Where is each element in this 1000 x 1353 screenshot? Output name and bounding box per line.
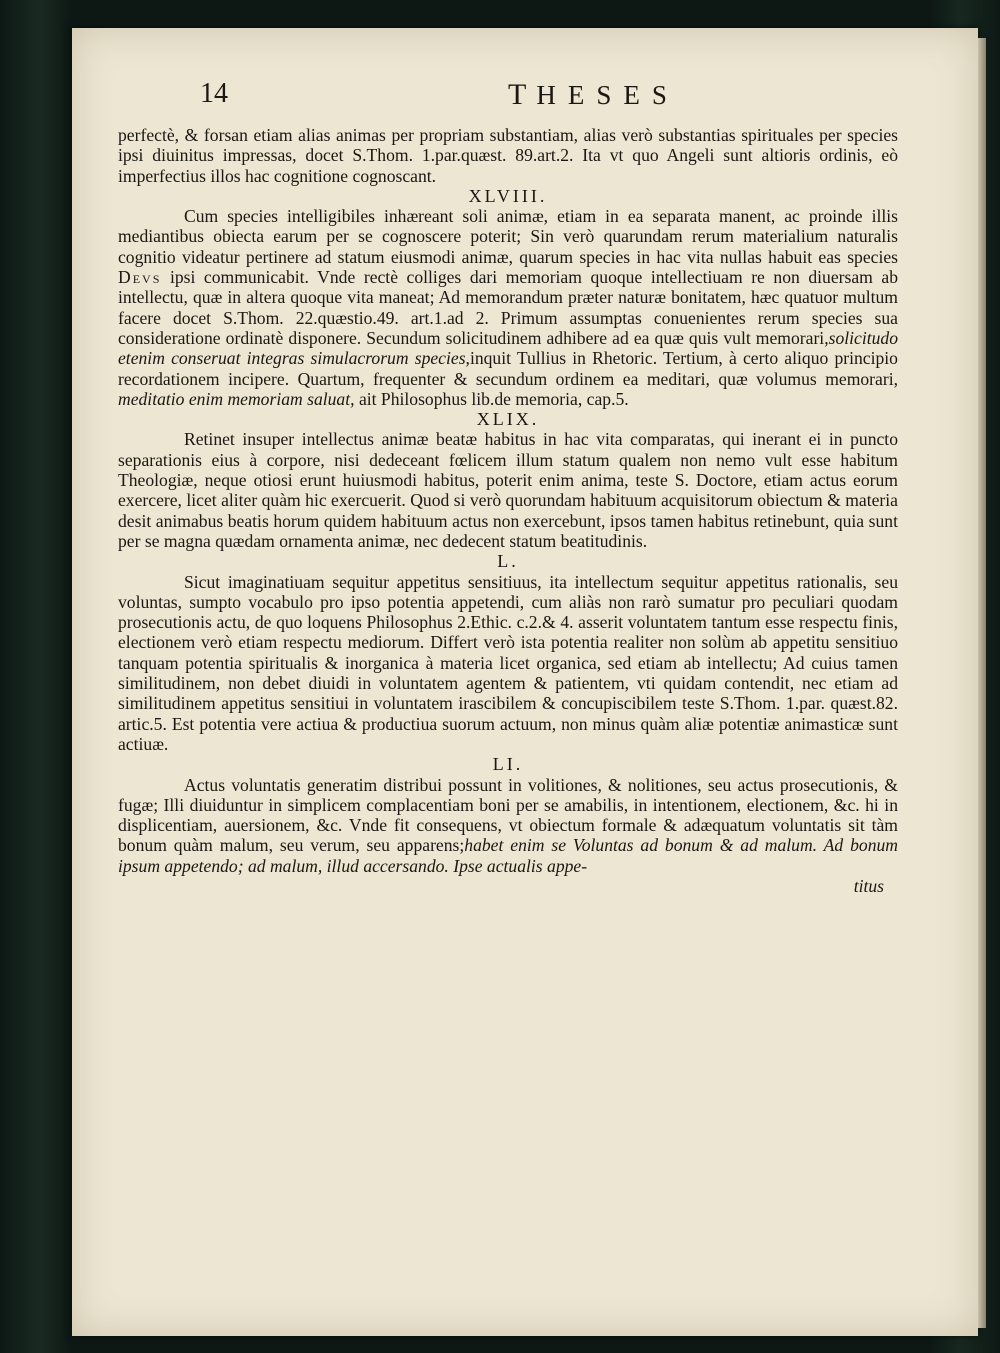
section-number-51: LI. xyxy=(492,754,524,775)
catchword: titus xyxy=(853,875,884,896)
paragraph-51-part-a: Actus voluntatis generatim distribui possunt in volitiones, & nolitiones, seu actus prosecutionis, & fugæ; Illi diuiduntur in simplicem complacentiam boni per se amabilis, in intentionem, electionem, &c. hi in displicentiam, auersionem, &c. Vnde fit consequens, vt obiectum formale & adæquatum voluntatis sit tàm bonum quàm malum, seu verum, seu apparens; xyxy=(118,774,898,856)
paragraph-48-part-c: inquit Tullius in Rhetoric. Tertium, à certo aliquo principio recordationem incipere. Quartum, frequenter & secundum ordinem ea meditari, quæ volumus memorari, xyxy=(118,348,898,389)
page-edge xyxy=(978,38,986,1328)
paragraph-50: Sicut imaginatiuam sequitur appetitus sensitiuus, ita intellectum sequitur appetitus rationalis, seu voluntas, sumpto vocabulo pro ipso potentia appetendi, cum aliàs non rarò sumatur pro peculiari quodam prosecutionis actu, de quo loquens Philosophus 2.Ethic. c.2.& 4. asserit voluntatem tantum esse respectu finis, electionem verò etiam respectu mediorum. Differt verò ista potentia realiter non solùm ab appetitu sensitiuo tanquam potentia spiritualis & inorganica à materia licet organica, sed etiam ab intellectu; Ad cuius tamen similitudinem, non debet diuidi in voluntatem agentem & patientem, vti quidam contendit, nec etiam ad similitudinem appetitus sensitiui in voluntatem irascibilem & concupiscibilem teste S.Thom. 1.par. quæst.82. artic.5. Est potentia vere actiua & productiua suorum actuum, non minus quàm aliæ potentiæ animasticæ sunt actiuæ. xyxy=(118,571,898,754)
section-number-49: XLIX. xyxy=(476,409,540,430)
paragraph-51 xyxy=(118,775,898,876)
tullius-quote: solicitudo etenim conseruat integras simulacrorum species, xyxy=(118,327,898,369)
running-head-rest: HESES xyxy=(536,80,679,110)
opening-paragraph: perfectè, & forsan etiam alias animas per propriam substantiam, alias verò substantias spirituales per species ipsi diuinitus impressas, docet S.Thom. 1.par.quæst. 89.art.2. Ita vt quo Angeli sunt altioris ordinis, eò imperfectius illos hac cognitione cognoscant. xyxy=(118,125,898,186)
paragraph-48-part-d: ait Philosophus lib.de memoria, cap.5. xyxy=(358,388,629,409)
paragraph-48-part-a: Cum species intelligibiles inhæreant soli animæ, etiam in ea separata manent, ac proinde illis mediantibus obiecta earum per se cognoscere poterit; Sin verò quarundam rerum materialium naturalis cognitio videatur pertinere ad statum eiusmodi animæ, quarum species in hac vita nullas habuit eas species xyxy=(118,206,898,267)
paragraph-48 xyxy=(118,206,898,409)
paragraph-48-part-b: ipsi communicabit. Vnde rectè colliges dari memoriam quoque intellectiuam re non diuersam ab intellectu, quæ in altera quoque vita maneat; Ad memorandum præter naturæ bonitatem, hæc quatuor multum facere docet S.Thom. 22.quæstio.49. art.1.ad 2. Primum assumptas conuenientes rerum species sua consideratione ordinatè disponere. Secundum solicitudinem adhibere ad ea quæ quis vult memorari, xyxy=(118,267,898,348)
running-head xyxy=(508,78,679,112)
page-number: 14 xyxy=(200,78,228,109)
running-head-initial: T xyxy=(508,78,537,111)
paragraph-49: Retinet insuper intellectus animæ beatæ habitus in hac vita comparatas, qui inerant ei in puncto separationis eius à corpore, nisi dedeceant fœlicem illum statum qualem non nemo vult esse habitum Theologiæ, neque otiosi erunt huiusmodi habitus, poterit enim anima, teste S. Doctore, etiam actus eorum exercere, licet aliter quàm hic exercuerit. Quod si verò quorundam habituum acquisitorum obiectum & materia desit animabus beatis horum quidem habituum actus non exercebunt, ipsos tamen habitus retinebunt, quia sunt per se magna quædam ornamenta animæ, nec dedecent statum beatitudinis. xyxy=(118,429,898,551)
section-number-50: L. xyxy=(497,551,519,572)
voluntas-quote: habet enim se Voluntas ad bonum & ad malum. Ad bonum ipsum appetendo; ad malum, illud accersando. Ipse actualis appe- xyxy=(118,835,898,876)
page-body xyxy=(118,125,898,896)
deus-small-caps: Devs xyxy=(118,267,162,288)
philosophus-quote: meditatio enim memoriam saluat, xyxy=(118,388,355,409)
page-header xyxy=(118,72,898,112)
section-number-48: XLVIII. xyxy=(468,185,548,206)
